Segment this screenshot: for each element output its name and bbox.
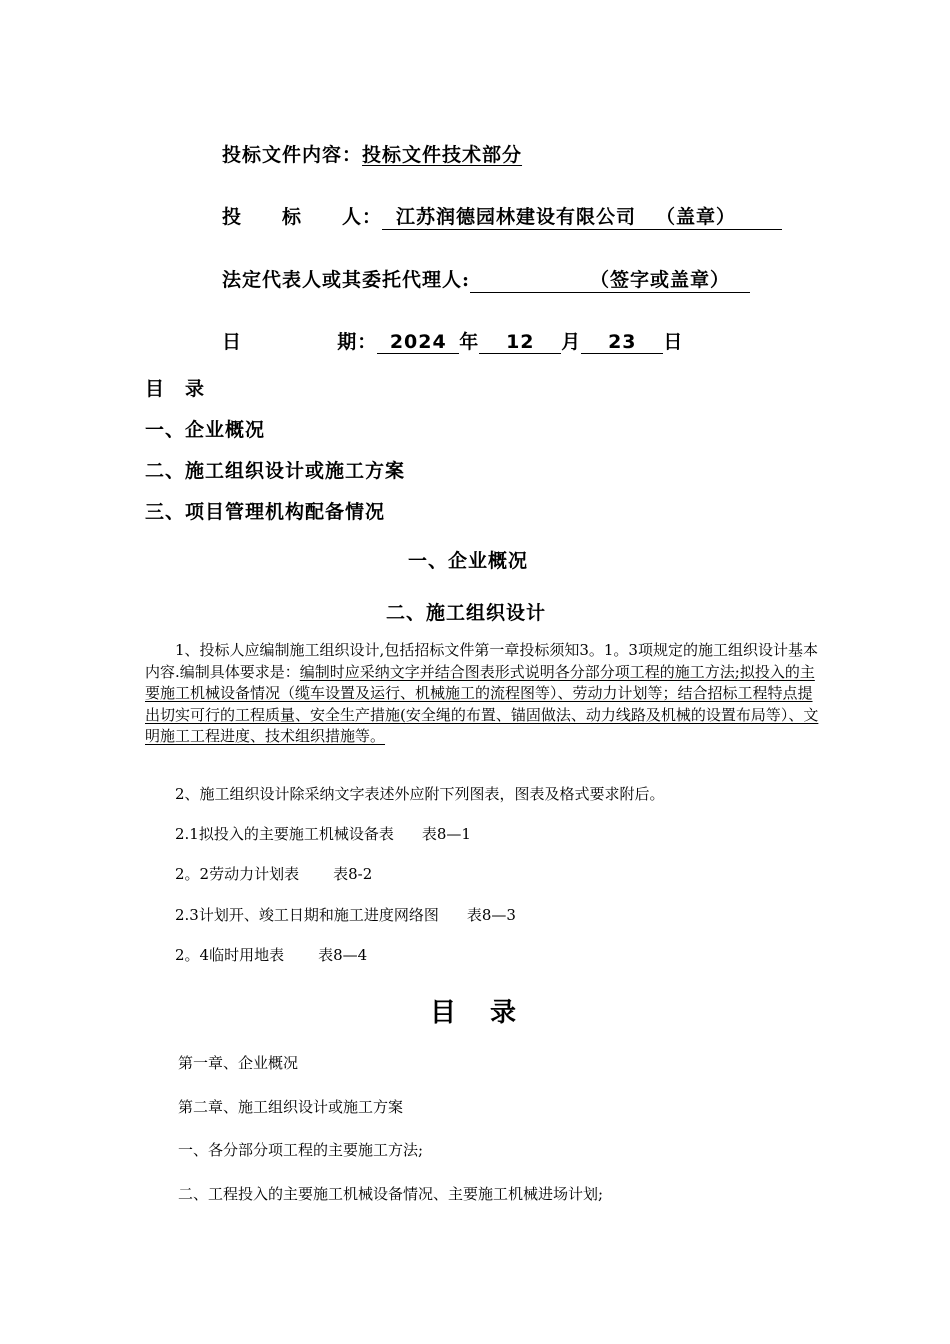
p1-plain: 1、投标人应编制施工组织设计,包括招标文件第一章投标须知3。1。3项规定的施工组织设计基本内容.编制具体要求是： [145, 641, 818, 681]
toc-short-item: 一、企业概况 [145, 419, 266, 441]
p1-underlined: 编制时应采纳文字并结合图表形式说明各分部分项工程的施工方法;拟投入的主要施工机械设备情况（缆车设置及运行、机械施工的流程图等）、劳动力计划等；结合招标工程特点提出切实可行的工程质量、安全生产措施(安全绳的布置、锚固做法、动力线路及机械的设置布局等）、文明施工工程进度、技术组织措施等。 [145, 662, 819, 745]
attachment-item: 2。4临时用地表 表8—4 [175, 946, 368, 964]
content-label: 投标文件内容： [222, 144, 363, 166]
rep-label: 法定代表人或其委托代理人: [222, 269, 471, 291]
attachment-item: 2.1拟投入的主要施工机械设备表 表8—1 [175, 825, 471, 843]
bidder-line [222, 202, 782, 230]
toc-short-item: 二、施工组织设计或施工方案 [145, 460, 406, 482]
toc-short-title: 目 录 [145, 378, 206, 400]
body-paragraph-1 [145, 640, 825, 748]
date-label-2: 期： [337, 331, 378, 353]
year-unit: 年 [459, 331, 480, 353]
toc-full-item: 第一章、企业概况 [178, 1054, 299, 1072]
bidder-field [382, 202, 782, 230]
bidder-seal: （盖章） [656, 206, 737, 228]
month-field: 12 [479, 331, 561, 354]
date-label-1: 日 [222, 331, 243, 353]
attachment-item: 2.3计划开、竣工日期和施工进度网络图 表8—3 [175, 906, 516, 924]
toc-full-title: 目 录 [429, 998, 520, 1028]
content-value: 投标文件技术部分 [362, 144, 523, 166]
year-field: 2024 [377, 331, 459, 354]
section-heading-2: 二、施工组织设计 [386, 602, 547, 624]
attachment-item: 2。2劳动力计划表 表8-2 [175, 865, 373, 883]
day-field: 23 [581, 331, 663, 354]
section-heading-1: 一、企业概况 [408, 550, 529, 572]
rep-seal: （签字或盖章） [590, 269, 731, 291]
toc-short-item: 三、项目管理机构配备情况 [145, 501, 386, 523]
toc-full-item: 二、工程投入的主要施工机械设备情况、主要施工机械进场计划; [178, 1185, 604, 1203]
toc-full-item: 一、各分部分项工程的主要施工方法; [178, 1141, 424, 1159]
date-line [222, 327, 683, 354]
body-paragraph-2: 2、施工组织设计除采纳文字表述外应附下列图表，图表及格式要求附后。 [175, 785, 665, 803]
day-unit: 日 [663, 331, 684, 353]
bidder-value: 江苏润德园林建设有限公司 [396, 206, 637, 228]
rep-field [470, 265, 750, 293]
bidder-label: 投 标 人： [222, 206, 383, 228]
content-line [222, 140, 522, 167]
representative-line [222, 265, 750, 293]
month-unit: 月 [561, 331, 582, 353]
toc-full-item: 第二章、施工组织设计或施工方案 [178, 1098, 404, 1116]
